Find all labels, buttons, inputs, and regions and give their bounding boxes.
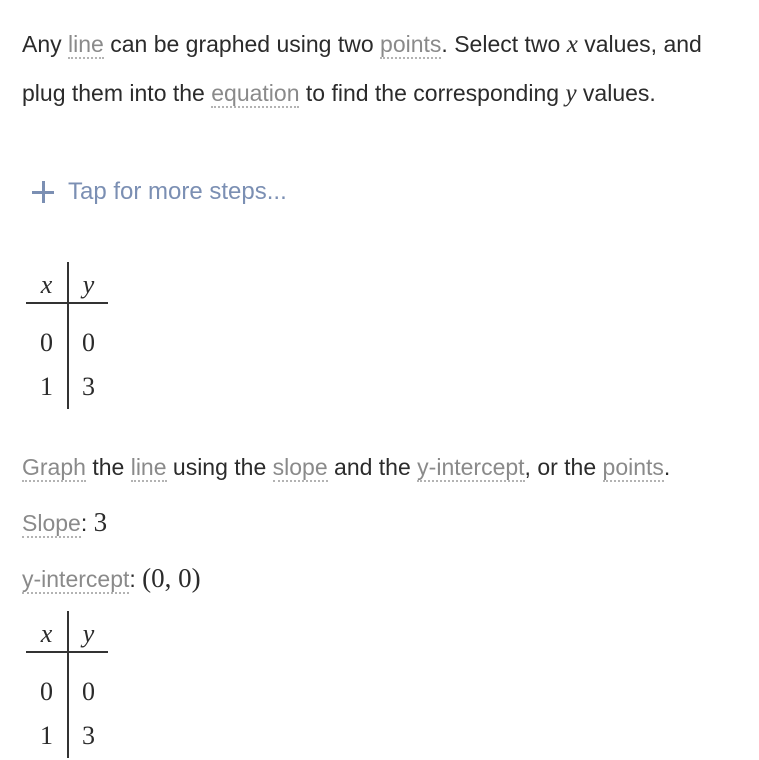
table-header-y: y [68,262,108,303]
table-cell: 1 [26,365,68,409]
table-cell: 0 [26,321,68,365]
table-cell: 3 [82,721,95,750]
intercept-line [22,554,747,603]
text: values. [576,80,656,106]
text: : [80,510,94,536]
text: : [129,566,143,592]
text: Any [22,31,69,57]
term-points-link[interactable]: points [602,454,664,480]
text: and the [327,454,418,480]
graph-instruction [22,443,747,491]
text: , or the [524,454,603,480]
intro-paragraph [22,20,747,118]
table-cell: 0 [82,677,95,706]
text: to find the corresponding [299,80,566,106]
table-header-x: x [26,262,68,303]
xy-table-1 [26,262,108,409]
term-intercept-link[interactable]: y-intercept [417,454,525,480]
text: . [663,454,671,480]
math-y: y [565,80,577,107]
table-cell: 3 [82,372,95,401]
table-header-x: x [26,611,68,652]
expand-steps-label: Tap for more steps... [68,178,287,205]
term-intercept-link[interactable]: y-intercept [22,566,130,592]
text: the [85,454,131,480]
table-row [26,321,108,365]
table-header-y: y [68,611,108,652]
term-slope-link[interactable]: Slope [22,510,81,536]
text: using the [166,454,273,480]
term-slope-link[interactable]: slope [272,454,328,480]
math-x: x [566,31,578,58]
text: can be graphed using two [103,31,381,57]
term-graph-link[interactable]: Graph [22,454,86,480]
term-points-link[interactable]: points [380,31,442,57]
table-cell: 0 [82,328,95,357]
term-line-link[interactable]: line [68,31,104,57]
expand-steps-button[interactable] [32,178,287,206]
term-line-link[interactable]: line [130,454,167,480]
text: . Select two [441,31,567,57]
table-row [26,365,108,409]
text: values, and plug them into the [22,31,702,106]
slope-value: 3 [93,507,108,537]
table-row [26,714,108,758]
table-cell: 0 [26,670,68,714]
intercept-value: (0, 0) [142,563,201,593]
plus-icon [32,181,54,203]
slope-line [22,498,747,547]
term-equation-link[interactable]: equation [211,80,300,106]
xy-table-2 [26,611,108,758]
table-cell: 1 [26,714,68,758]
table-row [26,670,108,714]
